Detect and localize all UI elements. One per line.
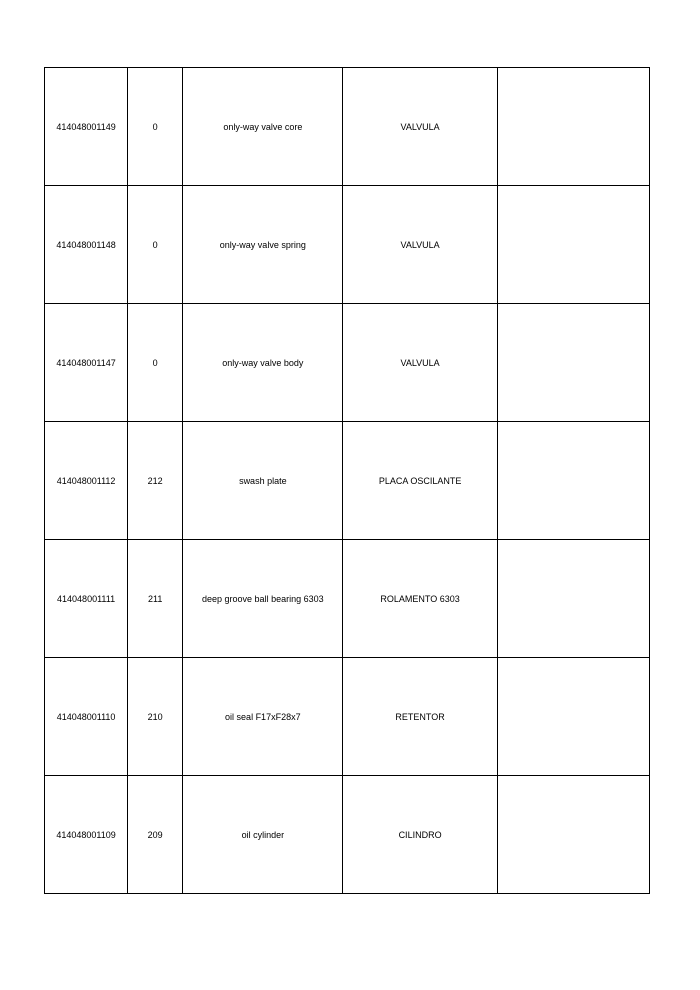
blank-cell — [497, 776, 649, 894]
description-en-cell: oil cylinder — [183, 776, 343, 894]
description-es-cell: PLACA OSCILANTE — [343, 422, 497, 540]
part-code-cell: 414048001109 — [45, 776, 128, 894]
table-row — [45, 186, 650, 304]
position-cell: 0 — [128, 186, 183, 304]
blank-cell — [497, 422, 649, 540]
position-cell: 210 — [128, 658, 183, 776]
part-code-cell: 414048001147 — [45, 304, 128, 422]
part-code-cell: 414048001149 — [45, 68, 128, 186]
blank-cell — [497, 540, 649, 658]
blank-cell — [497, 658, 649, 776]
parts-table — [44, 67, 650, 894]
blank-cell — [497, 68, 649, 186]
part-code-cell: 414048001111 — [45, 540, 128, 658]
position-cell: 209 — [128, 776, 183, 894]
description-en-cell: oil seal F17xF28x7 — [183, 658, 343, 776]
description-en-cell: deep groove ball bearing 6303 — [183, 540, 343, 658]
description-en-cell: only-way valve body — [183, 304, 343, 422]
table-row — [45, 422, 650, 540]
description-es-cell: RETENTOR — [343, 658, 497, 776]
part-code-cell: 414048001112 — [45, 422, 128, 540]
description-es-cell: VALVULA — [343, 304, 497, 422]
table-row — [45, 540, 650, 658]
position-cell: 211 — [128, 540, 183, 658]
description-en-cell: swash plate — [183, 422, 343, 540]
description-en-cell: only-way valve spring — [183, 186, 343, 304]
table-row — [45, 776, 650, 894]
table-row — [45, 658, 650, 776]
position-cell: 212 — [128, 422, 183, 540]
part-code-cell: 414048001148 — [45, 186, 128, 304]
table-row — [45, 68, 650, 186]
description-es-cell: CILINDRO — [343, 776, 497, 894]
blank-cell — [497, 304, 649, 422]
description-es-cell: ROLAMENTO 6303 — [343, 540, 497, 658]
position-cell: 0 — [128, 304, 183, 422]
part-code-cell: 414048001110 — [45, 658, 128, 776]
blank-cell — [497, 186, 649, 304]
position-cell: 0 — [128, 68, 183, 186]
table-row — [45, 304, 650, 422]
description-es-cell: VALVULA — [343, 68, 497, 186]
description-en-cell: only-way valve core — [183, 68, 343, 186]
description-es-cell: VALVULA — [343, 186, 497, 304]
